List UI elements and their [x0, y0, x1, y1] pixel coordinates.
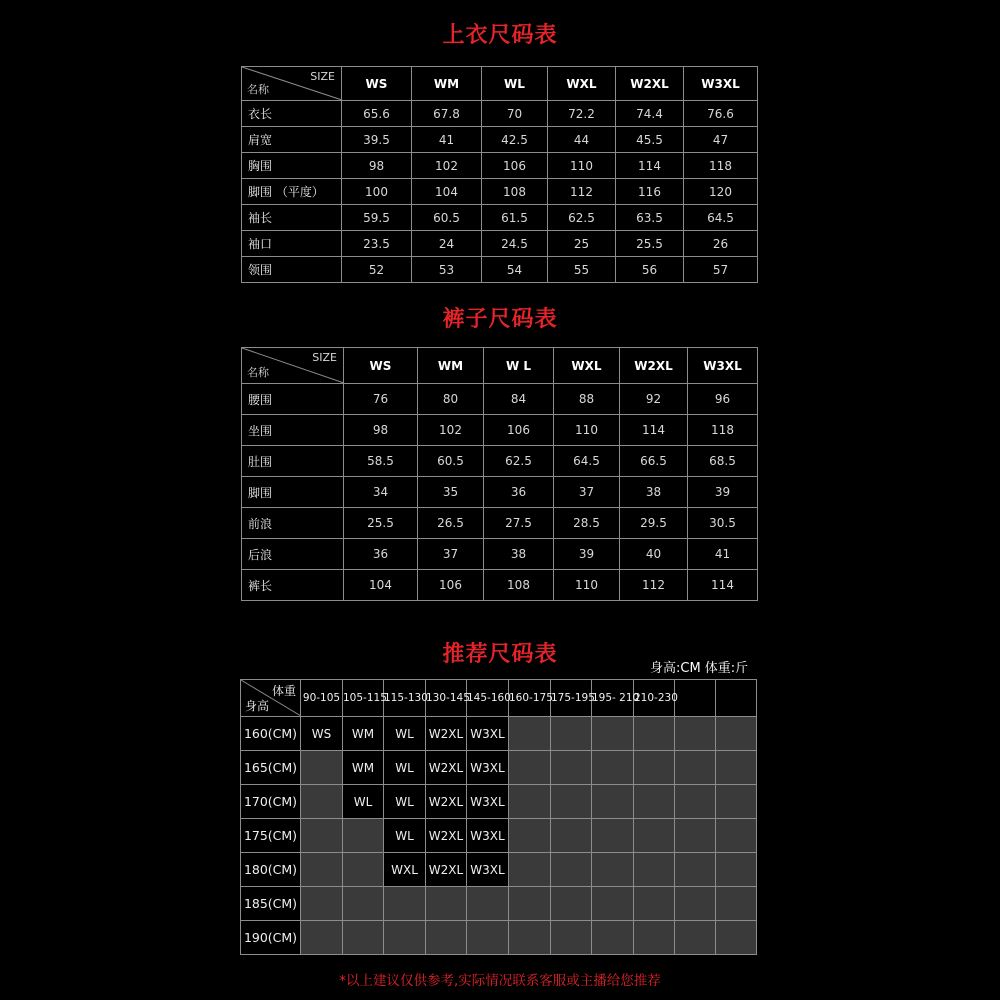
recommended-size-cell: W3XL [467, 785, 509, 819]
empty-cell [592, 887, 634, 921]
value-cell: 88 [554, 384, 620, 415]
empty-cell [716, 819, 757, 853]
corner-header-cell [242, 348, 344, 384]
value-cell: 56 [616, 257, 684, 283]
empty-cell [509, 853, 551, 887]
recommended-size-cell: W2XL [426, 751, 467, 785]
value-cell: 23.5 [342, 231, 412, 257]
empty-cell [343, 921, 384, 955]
height-label: 180(CM) [241, 853, 301, 887]
empty-cell [509, 785, 551, 819]
empty-cell [634, 717, 675, 751]
row-label: 衣长 [242, 101, 342, 127]
value-cell: 44 [548, 127, 616, 153]
empty-cell [634, 887, 675, 921]
table-row [242, 127, 758, 153]
value-cell: 68.5 [688, 446, 758, 477]
recommended-size-cell: WS [301, 717, 343, 751]
header-row [242, 348, 758, 384]
value-cell: 54 [482, 257, 548, 283]
empty-cell [301, 785, 343, 819]
value-cell: 65.6 [342, 101, 412, 127]
empty-cell [301, 887, 343, 921]
weight-range-header: 115-130 [384, 680, 426, 717]
size-header-w2xl: W2XL [620, 348, 688, 384]
empty-cell [716, 785, 757, 819]
corner-top-label: SIZE [312, 351, 337, 364]
height-label: 165(CM) [241, 751, 301, 785]
empty-cell [551, 921, 592, 955]
size-header-wxl: WXL [554, 348, 620, 384]
value-cell: 29.5 [620, 508, 688, 539]
value-cell: 26.5 [418, 508, 484, 539]
height-label: 175(CM) [241, 819, 301, 853]
value-cell: 110 [548, 153, 616, 179]
row-label: 坐围 [242, 415, 344, 446]
row-label: 前浪 [242, 508, 344, 539]
value-cell: 41 [412, 127, 482, 153]
value-cell: 116 [616, 179, 684, 205]
size-header-w3xl: W3XL [684, 67, 758, 101]
value-cell: 98 [342, 153, 412, 179]
recommended-size-cell: WM [343, 751, 384, 785]
table-row [241, 819, 757, 853]
empty-cell [675, 717, 716, 751]
empty-cell [592, 819, 634, 853]
weight-range-header: 195- 210 [592, 680, 634, 717]
value-cell: 61.5 [482, 205, 548, 231]
corner-header-cell [241, 680, 301, 717]
empty-cell [592, 853, 634, 887]
value-cell: 57 [684, 257, 758, 283]
table-row [241, 717, 757, 751]
size-header-w2xl: W2XL [616, 67, 684, 101]
empty-cell [716, 717, 757, 751]
weight-range-header: 130-145 [426, 680, 467, 717]
recommend-size-chart-title: 推荐尺码表 [442, 642, 558, 667]
empty-cell [467, 921, 509, 955]
empty-cell [384, 887, 426, 921]
value-cell: 38 [620, 477, 688, 508]
recommended-size-cell: W3XL [467, 751, 509, 785]
value-cell: 37 [418, 539, 484, 570]
recommended-size-cell: WL [384, 819, 426, 853]
tops-size-chart-title: 上衣尺码表 [442, 23, 558, 48]
recommended-size-cell: W3XL [467, 819, 509, 853]
value-cell: 67.8 [412, 101, 482, 127]
footnote: *以上建议仅供参考,实际情况联系客服或主播给您推荐 [339, 973, 661, 989]
empty-cell [634, 853, 675, 887]
header-row [242, 67, 758, 101]
corner-top-label: 体重 [271, 684, 296, 698]
row-label: 裤长 [242, 570, 344, 601]
corner-header-cell [242, 67, 342, 101]
table-row [242, 446, 758, 477]
table-row [242, 384, 758, 415]
value-cell: 114 [620, 415, 688, 446]
value-cell: 100 [342, 179, 412, 205]
pants-size-chart-title: 裤子尺码表 [442, 307, 558, 332]
corner-top-label: SIZE [310, 70, 335, 83]
weight-range-header: 105-115 [343, 680, 384, 717]
corner-bottom-label: 名称 [247, 366, 269, 379]
recommended-size-cell: W2XL [426, 785, 467, 819]
height-label: 170(CM) [241, 785, 301, 819]
value-cell: 84 [484, 384, 554, 415]
table-row [242, 153, 758, 179]
value-cell: 45.5 [616, 127, 684, 153]
size-header-wm: WM [412, 67, 482, 101]
empty-cell [675, 751, 716, 785]
value-cell: 106 [418, 570, 484, 601]
weight-range-header: 145-160 [467, 680, 509, 717]
value-cell: 80 [418, 384, 484, 415]
value-cell: 27.5 [484, 508, 554, 539]
value-cell: 25.5 [344, 508, 418, 539]
weight-header-row [241, 680, 757, 717]
empty-cell [343, 819, 384, 853]
row-label: 袖长 [242, 205, 342, 231]
value-cell: 58.5 [344, 446, 418, 477]
recommended-size-cell: W2XL [426, 819, 467, 853]
value-cell: 59.5 [342, 205, 412, 231]
row-label: 领围 [242, 257, 342, 283]
value-cell: 25.5 [616, 231, 684, 257]
value-cell: 39 [688, 477, 758, 508]
value-cell: 98 [344, 415, 418, 446]
empty-cell [716, 853, 757, 887]
empty-cell [592, 785, 634, 819]
empty-cell [343, 853, 384, 887]
table-row [242, 257, 758, 283]
empty-cell [634, 921, 675, 955]
value-cell: 36 [344, 539, 418, 570]
value-cell: 63.5 [616, 205, 684, 231]
units-note: 身高:CM 体重:斤 [650, 661, 749, 676]
height-label: 185(CM) [241, 887, 301, 921]
size-header-ws: WS [342, 67, 412, 101]
value-cell: 108 [482, 179, 548, 205]
value-cell: 60.5 [418, 446, 484, 477]
empty-cell [716, 751, 757, 785]
value-cell: 72.2 [548, 101, 616, 127]
weight-range-header: 175-195 [551, 680, 592, 717]
empty-cell [716, 887, 757, 921]
height-label: 190(CM) [241, 921, 301, 955]
table-row [242, 205, 758, 231]
value-cell: 110 [554, 415, 620, 446]
empty-cell [551, 785, 592, 819]
recommended-size-cell: WM [343, 717, 384, 751]
value-cell: 104 [412, 179, 482, 205]
empty-cell [509, 751, 551, 785]
recommended-size-cell: WL [343, 785, 384, 819]
value-cell: 106 [484, 415, 554, 446]
recommended-size-cell: W2XL [426, 853, 467, 887]
size-header-ws: WS [344, 348, 418, 384]
value-cell: 53 [412, 257, 482, 283]
value-cell: 110 [554, 570, 620, 601]
value-cell: 120 [684, 179, 758, 205]
empty-cell [551, 887, 592, 921]
empty-cell [675, 785, 716, 819]
value-cell: 112 [548, 179, 616, 205]
empty-cell [384, 921, 426, 955]
empty-cell [426, 887, 467, 921]
empty-cell [675, 853, 716, 887]
value-cell: 40 [620, 539, 688, 570]
value-cell: 60.5 [412, 205, 482, 231]
value-cell: 26 [684, 231, 758, 257]
value-cell: 47 [684, 127, 758, 153]
value-cell: 76.6 [684, 101, 758, 127]
size-header-w3xl: W3XL [688, 348, 758, 384]
empty-cell [716, 921, 757, 955]
table-row [242, 231, 758, 257]
height-label: 160(CM) [241, 717, 301, 751]
empty-cell [675, 921, 716, 955]
empty-cell [634, 785, 675, 819]
value-cell: 38 [484, 539, 554, 570]
recommended-size-cell: WL [384, 717, 426, 751]
recommended-size-cell: WL [384, 785, 426, 819]
value-cell: 42.5 [482, 127, 548, 153]
value-cell: 114 [616, 153, 684, 179]
value-cell: 39 [554, 539, 620, 570]
value-cell: 114 [688, 570, 758, 601]
value-cell: 102 [412, 153, 482, 179]
table-row [241, 751, 757, 785]
tops-size-table [241, 66, 758, 283]
table-row [241, 785, 757, 819]
table-row [242, 415, 758, 446]
empty-cell [592, 921, 634, 955]
table-row [242, 539, 758, 570]
value-cell: 64.5 [554, 446, 620, 477]
empty-cell [426, 921, 467, 955]
empty-cell [343, 887, 384, 921]
value-cell: 30.5 [688, 508, 758, 539]
weight-range-header: 210-230 [634, 680, 675, 717]
value-cell: 76 [344, 384, 418, 415]
empty-cell [592, 751, 634, 785]
row-label: 脚围 [242, 477, 344, 508]
empty-cell [301, 751, 343, 785]
value-cell: 37 [554, 477, 620, 508]
recommended-size-cell: W2XL [426, 717, 467, 751]
empty-cell [592, 717, 634, 751]
value-cell: 62.5 [548, 205, 616, 231]
value-cell: 118 [684, 153, 758, 179]
empty-cell [675, 819, 716, 853]
row-label: 肚围 [242, 446, 344, 477]
value-cell: 25 [548, 231, 616, 257]
row-label: 脚围 （平度） [242, 179, 342, 205]
empty-cell [301, 853, 343, 887]
row-label: 后浪 [242, 539, 344, 570]
value-cell: 28.5 [554, 508, 620, 539]
weight-range-header [675, 680, 716, 717]
value-cell: 64.5 [684, 205, 758, 231]
corner-bottom-label: 身高 [245, 699, 270, 713]
corner-bottom-label: 名称 [247, 83, 269, 96]
value-cell: 74.4 [616, 101, 684, 127]
value-cell: 96 [688, 384, 758, 415]
empty-cell [301, 819, 343, 853]
size-header-wl: WL [482, 67, 548, 101]
row-label: 腰围 [242, 384, 344, 415]
empty-cell [551, 717, 592, 751]
value-cell: 41 [688, 539, 758, 570]
empty-cell [551, 819, 592, 853]
table-row [241, 853, 757, 887]
value-cell: 34 [344, 477, 418, 508]
table-row [241, 921, 757, 955]
value-cell: 66.5 [620, 446, 688, 477]
row-label: 肩宽 [242, 127, 342, 153]
weight-range-header: 160-175 [509, 680, 551, 717]
value-cell: 92 [620, 384, 688, 415]
empty-cell [634, 751, 675, 785]
empty-cell [675, 887, 716, 921]
empty-cell [551, 853, 592, 887]
empty-cell [509, 887, 551, 921]
size-header-wm: WM [418, 348, 484, 384]
size-header-wl: W L [484, 348, 554, 384]
empty-cell [301, 921, 343, 955]
empty-cell [509, 921, 551, 955]
value-cell: 39.5 [342, 127, 412, 153]
table-row [241, 887, 757, 921]
value-cell: 118 [688, 415, 758, 446]
recommended-size-cell: WXL [384, 853, 426, 887]
value-cell: 52 [342, 257, 412, 283]
pants-size-table [241, 347, 758, 601]
row-label: 胸围 [242, 153, 342, 179]
table-row [242, 179, 758, 205]
row-label: 袖口 [242, 231, 342, 257]
value-cell: 106 [482, 153, 548, 179]
value-cell: 108 [484, 570, 554, 601]
value-cell: 112 [620, 570, 688, 601]
recommended-size-cell: W3XL [467, 853, 509, 887]
recommend-size-table [240, 679, 757, 955]
value-cell: 35 [418, 477, 484, 508]
empty-cell [467, 887, 509, 921]
value-cell: 104 [344, 570, 418, 601]
weight-range-header [716, 680, 757, 717]
empty-cell [509, 819, 551, 853]
value-cell: 36 [484, 477, 554, 508]
empty-cell [634, 819, 675, 853]
recommended-size-cell: W3XL [467, 717, 509, 751]
table-row [242, 101, 758, 127]
recommended-size-cell: WL [384, 751, 426, 785]
table-row [242, 477, 758, 508]
value-cell: 102 [418, 415, 484, 446]
value-cell: 62.5 [484, 446, 554, 477]
weight-range-header: 90-105 [301, 680, 343, 717]
value-cell: 24.5 [482, 231, 548, 257]
empty-cell [551, 751, 592, 785]
table-row [242, 570, 758, 601]
empty-cell [509, 717, 551, 751]
table-row [242, 508, 758, 539]
size-header-wxl: WXL [548, 67, 616, 101]
value-cell: 70 [482, 101, 548, 127]
value-cell: 55 [548, 257, 616, 283]
value-cell: 24 [412, 231, 482, 257]
